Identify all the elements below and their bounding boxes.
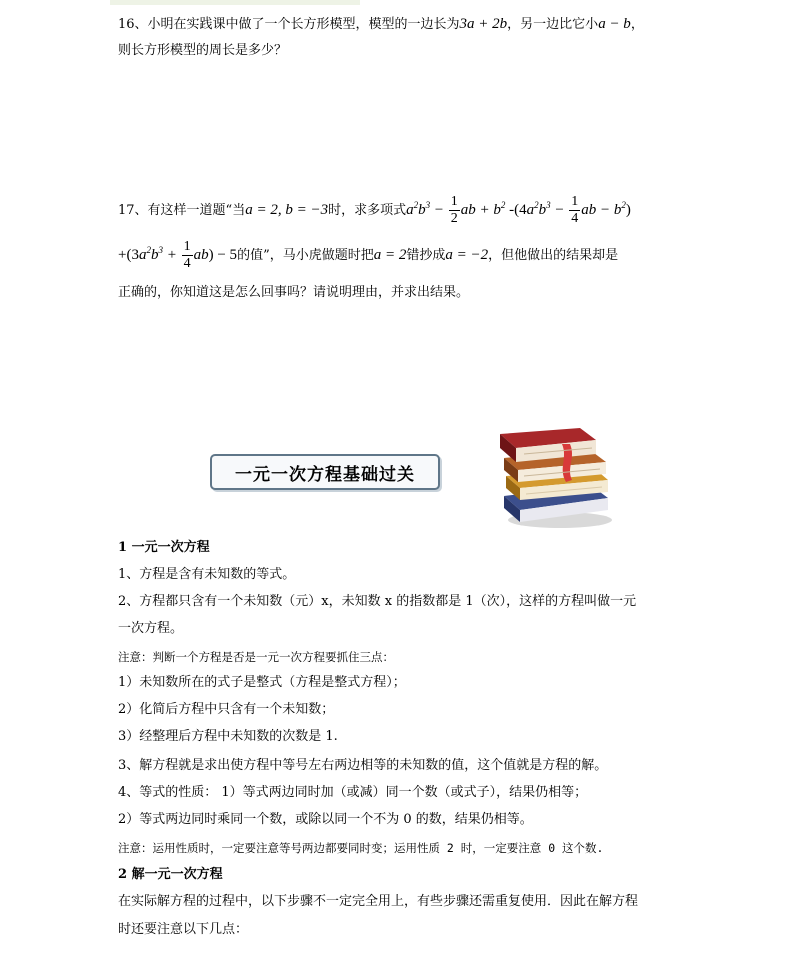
q17-text-c: 的值”，马小虎做题时把 [237, 248, 374, 263]
q16-text-a: 16、小明在实践课中做了一个长方形模型，模型的一边长为 [118, 17, 460, 32]
s1-paragraph-3: 3、解方程就是求出使方程中等号左右两边相等的未知数的值，这个值就是方程的解。 [118, 758, 608, 773]
q17-fraction-quarter-1: $\frac{1}{4}$ [571, 194, 579, 226]
s2-paragraph-1: 在实际解方程的过程中，以下步骤不一定完全用上，有些步骤还需重复使用．因此在解方程 [118, 894, 639, 909]
q16-text-b: ，另一边比它小 [507, 17, 599, 32]
stack-of-books-icon [496, 424, 620, 532]
s1-paragraph-2b: 一次方程。 [118, 621, 184, 636]
q17-text-b: 时，求多项式 [328, 203, 407, 218]
s1-paragraph-4: 4、等式的性质： 1）等式两边同时加（或减）同一个数（或式子），结果仍相等； [118, 785, 588, 800]
q17-polynomial-part1: $a^2b^3$ − [406, 200, 448, 218]
s1-paragraph-5: 2）等式两边同时乘同一个数，或除以同一个不为 0 的数，结果仍相等。 [118, 812, 533, 827]
section-1-title: 1 一元一次方程 [118, 540, 210, 555]
q17-polynomial-part3: +(3 [118, 247, 139, 263]
s1-item-1: 1）未知数所在的式子是整式（方程是整式方程）； [118, 675, 406, 690]
q16-line-2: 则长方形模型的周长是多少？ [118, 43, 288, 58]
q17-text-e: ，但他做出的结果却是 [488, 248, 619, 263]
q17-condition: a = 2, b = −3 [245, 202, 329, 218]
top-header-strip [110, 0, 360, 5]
q17-wrong-to: a = −2 [445, 247, 489, 263]
q16-line-1 [118, 14, 644, 35]
q17-line-3: 正确的，你知道这是怎么回事吗？请说明理由，并求出结果。 [118, 285, 470, 300]
q17-fraction-half: $\frac{1}{2}$ [450, 194, 458, 226]
q17-fraction-quarter-2: $\frac{1}{4}$ [183, 239, 191, 271]
s2-paragraph-2: 时还要注意以下几点： [118, 922, 249, 937]
q16-expr-diff: a − b [598, 16, 631, 32]
s1-paragraph-2a: 2、方程都只含有一个未知数（元）x，未知数 x 的指数都是 1（次），这样的方程叫做一元 [118, 594, 637, 609]
q16-expr-side: 3a + 2b [459, 16, 508, 32]
q17-text-a: 17、有这样一道题“当 [118, 203, 246, 218]
q17-line-1: 17、有这样一道题“当a = 2, b = −3时，求多项式$a^2b^3$ − $\frac{1}{2}$ ab + $b^2$ $-(4a^2b^3$ − $\frac{1}{4}$ ab − $b^2$) [118, 194, 631, 226]
section-title-box [210, 454, 440, 490]
q17-line-2: $+(3a^2b^3$ + $\frac{1}{4}$ ab) − 5的值”，马小虎做题时把a = 2错抄成a = −2，但他做出的结果却是 [118, 239, 619, 271]
section-title: 一元一次方程基础过关 [235, 464, 415, 485]
s1-note-1: 注意：判断一个方程是否是一元一次方程要抓住三点： [118, 650, 394, 664]
q17-polynomial-part2: ab + $b^2$ [460, 200, 506, 218]
s1-paragraph-1: 1、方程是含有未知数的等式。 [118, 567, 296, 582]
q16-text-c: ， [630, 17, 644, 32]
q17-wrong-from: a = 2 [373, 247, 407, 263]
section-2-title: 2 解一元一次方程 [118, 867, 223, 882]
s1-note-2: 注意：运用性质时，一定要注意等号两边都要同时变；运用性质 2 时，一定要注意 0 这个数. [118, 841, 604, 855]
q17-text-d: 错抄成 [406, 248, 446, 263]
s1-item-2: 2）化简后方程中只含有一个未知数； [118, 702, 335, 717]
s1-item-3: 3）经整理后方程中未知数的次数是 1. [118, 729, 338, 744]
